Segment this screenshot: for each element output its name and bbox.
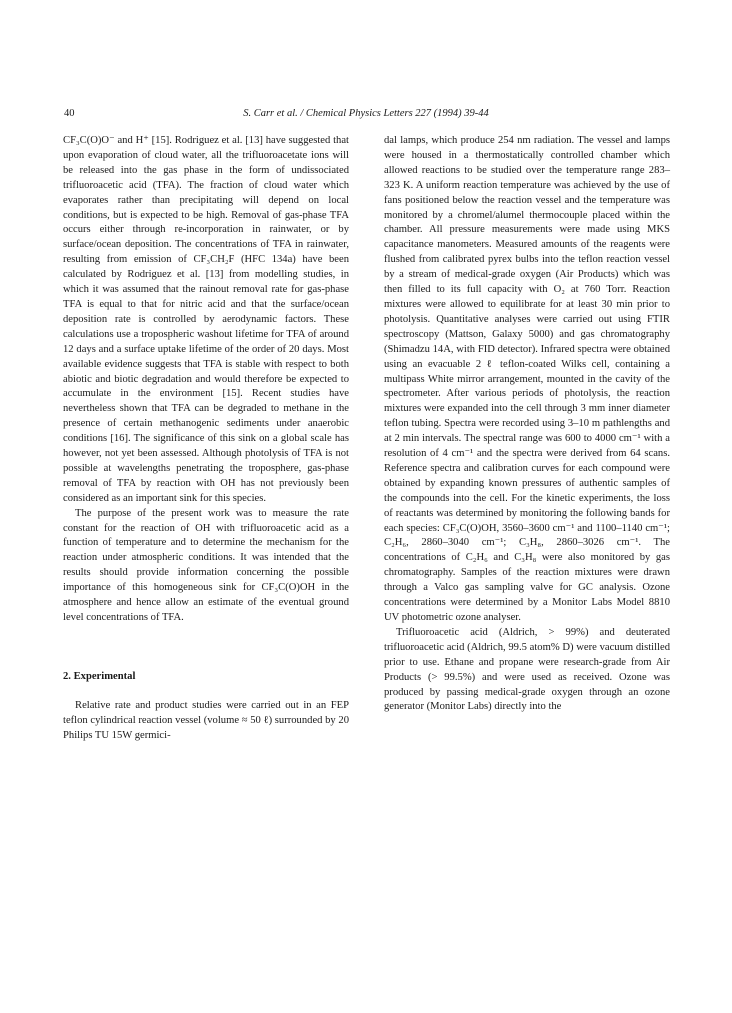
running-head: S. Carr et al. / Chemical Physics Letters 227 (1994) 39-44 (243, 108, 489, 119)
left-column (63, 134, 349, 744)
body-paragraph: Trifluoroacetic acid (Aldrich, > 99%) and deuterated trifluoroacetic acid (Aldrich, 99.5 atom% D) were vacuum distilled prior to use. Ethane and propane were research-grade from Air Products (> 99.5%) and were used as received. Ozone was produced by passing medical-grade oxygen through an ozone generator (Monitor Labs) directly into the (384, 626, 670, 713)
section-heading: 2. Experimental (63, 670, 136, 682)
body-paragraph: Relative rate and product studies were carried out in an FEP teflon cylindrical reaction vessel (volume ≈ 50 ℓ) surrounded by 20 Philips TU 15W germici- (63, 699, 349, 741)
page-header (64, 108, 668, 124)
body-paragraph: dal lamps, which produce 254 nm radiation. The vessel and lamps were housed in a thermostatically controlled chamber which allowed reactions to be studied over the temperature range 283–323 K. A uniform reaction temperature was achieved by the use of fans positioned below the reaction vessel and the temperature was monitored by a chromel/alumel thermocouple placed within the chamber. All pressure measurements were made using MKS capacitance manometers. Measured amounts of the reagents were flushed from calibrated pyrex bulbs into the teflon reaction vessel by a stream of medical-grade oxygen (Air Products) which was then filled to its full capacity with O₂ at 760 Torr. Reaction mixtures were allowed to equilibrate for at least 30 min prior to photolysis. Quantitative analyses were carried out using FTIR spectroscopy (Mattson, Galaxy 5000) and gas chromatography (Shimadzu 14A, with FID detector). Infrared spectra were obtained using an evacuable 2 ℓ teflon-coated Wilks cell, containing a multipass White mirror arrangement, mounted in the cavity of the spectrometer. After various periods of photolysis, the reaction mixtures were expanded into the cell through 3 mm inner diameter teflon tubing. Spectra were recorded using 3–10 m pathlengths and at 2 min intervals. The spectral range was 600 to 4000 cm⁻¹ with a resolution of 4 cm⁻¹ and the spectra were derived from 64 scans. Reference spectra and calibration curves for each compound were obtained by expanding known pressures of authentic samples of the compounds into the cell. For the kinetic experiments, the loss of reactants was determined by monitoring the following bands for each species: CF₃C(O)OH, 3560–3600 cm⁻¹ and 1100–1140 cm⁻¹; C₂H₆, 2860–3040 cm⁻¹; C₃H₈, 2860–3026 cm⁻¹. The concentrations of C₂H₆ and C₃H₈ were also monitored by gas chromatography. Samples of the reaction mixtures were drawn through a Valco gas sampling valve for GC analysis. Ozone concentrations were determined by a Monitor Labs Model 8810 UV photometric ozone analyser. (384, 135, 670, 623)
body-paragraph: The purpose of the present work was to measure the rate constant for the reaction of OH with trifluoroacetic acid as a function of temperature and to determine the mechanism for the reaction under atmospheric conditions. It was intended that the results should provide information concerning the possible importance of this homogeneous sink for CF₃C(O)OH in the atmosphere and hence allow an estimate of the eventual ground level concentrations of TFA. (63, 507, 349, 623)
page-number: 40 (64, 108, 75, 119)
body-paragraph: CF₃C(O)O⁻ and H⁺ [15]. Rodriguez et al. [13] have suggested that upon evaporation of cloud water, all the trifluoroacetate ions will be released into the gas phase in the form of undissociated trifluoroacetic acid (TFA). The fraction of cloud water which evaporates rather than precipitating will depend on local conditions, but is expected to be high. Removal of gas-phase TFA occurs either through re-incorporation in rainwater, or by surface/ocean deposition. The concentrations of TFA in rainwater, resulting from emission of CF₃CH₂F (HFC 134a) have been calculated by Rodriguez et al. [13] from modelling studies, in which it was assumed that the rainout removal rate for gas-phase TFA is equal to that for nitric acid and that the surface/ocean deposition rate is controlled by aerodynamic factors. These calculations use a tropospheric washout lifetime for TFA of around 12 days and a surface uptake lifetime of the order of 20 days. Most available evidence suggests that TFA is stable with respect to both abiotic and biotic degradation and would therefore be expected to accumulate in the environment [15]. Recent studies have nevertheless shown that TFA can be degraded to methane in the presence of certain methanogenic sediments under anaerobic conditions [16]. The significance of this sink on a global scale has however, not yet been assessed. Although photolysis of TFA is not possible at wavelengths penetrating the troposphere, gas-phase removal of TFA by reaction with OH has not previously been considered as an important sink for this species. (63, 135, 349, 504)
right-column (384, 134, 670, 715)
